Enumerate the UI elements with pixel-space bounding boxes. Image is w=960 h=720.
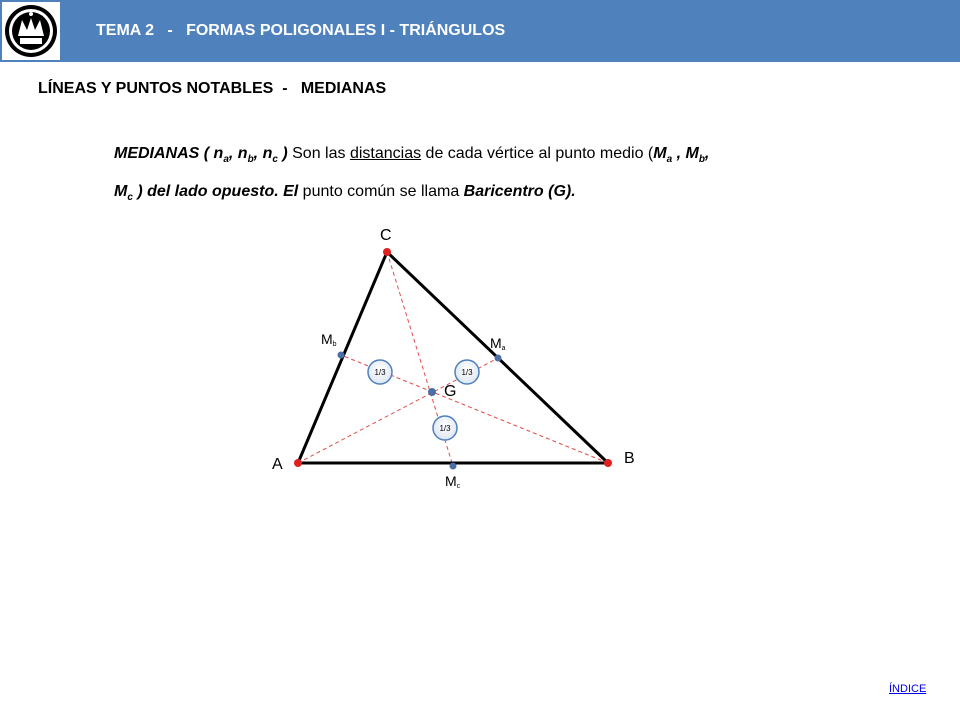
- midpoint-b-sub: b: [332, 341, 337, 348]
- desc-close: ): [277, 145, 288, 162]
- midpoint-c-dot: [450, 463, 457, 470]
- desc-sub-b: b: [247, 154, 254, 166]
- midpoint-a-letter: M: [490, 335, 502, 351]
- desc-medianas-label: MEDIANAS ( n: [114, 145, 224, 162]
- midpoint-b-label: [321, 331, 337, 348]
- desc-sep2: , n: [253, 145, 273, 162]
- third-bubble-1: [368, 360, 392, 384]
- desc-text1: Son las: [287, 145, 350, 162]
- desc-sub-c: c: [272, 154, 278, 166]
- vertex-b-dot: [604, 459, 612, 467]
- desc-m-sub-b: b: [698, 154, 705, 166]
- desc-text3: ) del lado opuesto. El: [132, 183, 299, 201]
- midpoint-c-sub: c: [456, 483, 461, 490]
- section-title: LÍNEAS Y PUNTOS NOTABLES - MEDIANAS: [38, 80, 387, 97]
- vertex-c-dot: [383, 248, 391, 256]
- desc-underlined: distancias: [349, 145, 422, 162]
- desc-m-label2: M: [114, 183, 128, 201]
- centroid-dot: [428, 388, 436, 396]
- midpoint-a-dot: [495, 355, 502, 362]
- centroid-label: G: [444, 383, 457, 400]
- vertex-b-label: B: [624, 450, 635, 467]
- midpoint-c-label: [445, 473, 461, 490]
- midpoint-c-letter: M: [445, 473, 457, 489]
- midpoint-b-letter: M: [321, 331, 333, 347]
- desc-sub-a: a: [223, 154, 229, 166]
- desc-sep1: , n: [228, 145, 248, 162]
- desc-baricentro: Baricentro (G).: [463, 183, 576, 201]
- desc-m-sub-a: a: [666, 154, 673, 166]
- third-label-3: 1/3: [439, 424, 451, 433]
- third-label-1: 1/3: [374, 368, 386, 377]
- header-title: TEMA 2 - FORMAS POLIGONALES I - TRIÁNGULOS: [96, 22, 506, 39]
- third-bubble-2: [455, 360, 479, 384]
- vertex-c-label: C: [380, 227, 392, 244]
- vertex-a-label: A: [272, 456, 283, 473]
- vertex-a-dot: [294, 459, 302, 467]
- midpoint-a-sub: a: [501, 345, 506, 352]
- midpoint-b-dot: [338, 352, 345, 359]
- desc-m-sep1: , M: [672, 145, 699, 162]
- desc-m-sub-c: c: [127, 192, 133, 204]
- desc-text4: punto común se llama: [298, 183, 464, 201]
- indice-link[interactable]: ÍNDICE: [889, 683, 927, 695]
- midpoint-a-label: [490, 335, 506, 352]
- desc-m-label1: M: [653, 145, 667, 162]
- desc-m-sep2: ,: [704, 145, 710, 162]
- third-bubble-3: [433, 416, 457, 440]
- third-label-2: 1/3: [461, 368, 473, 377]
- desc-text2: de cada vértice al punto medio (: [421, 145, 654, 162]
